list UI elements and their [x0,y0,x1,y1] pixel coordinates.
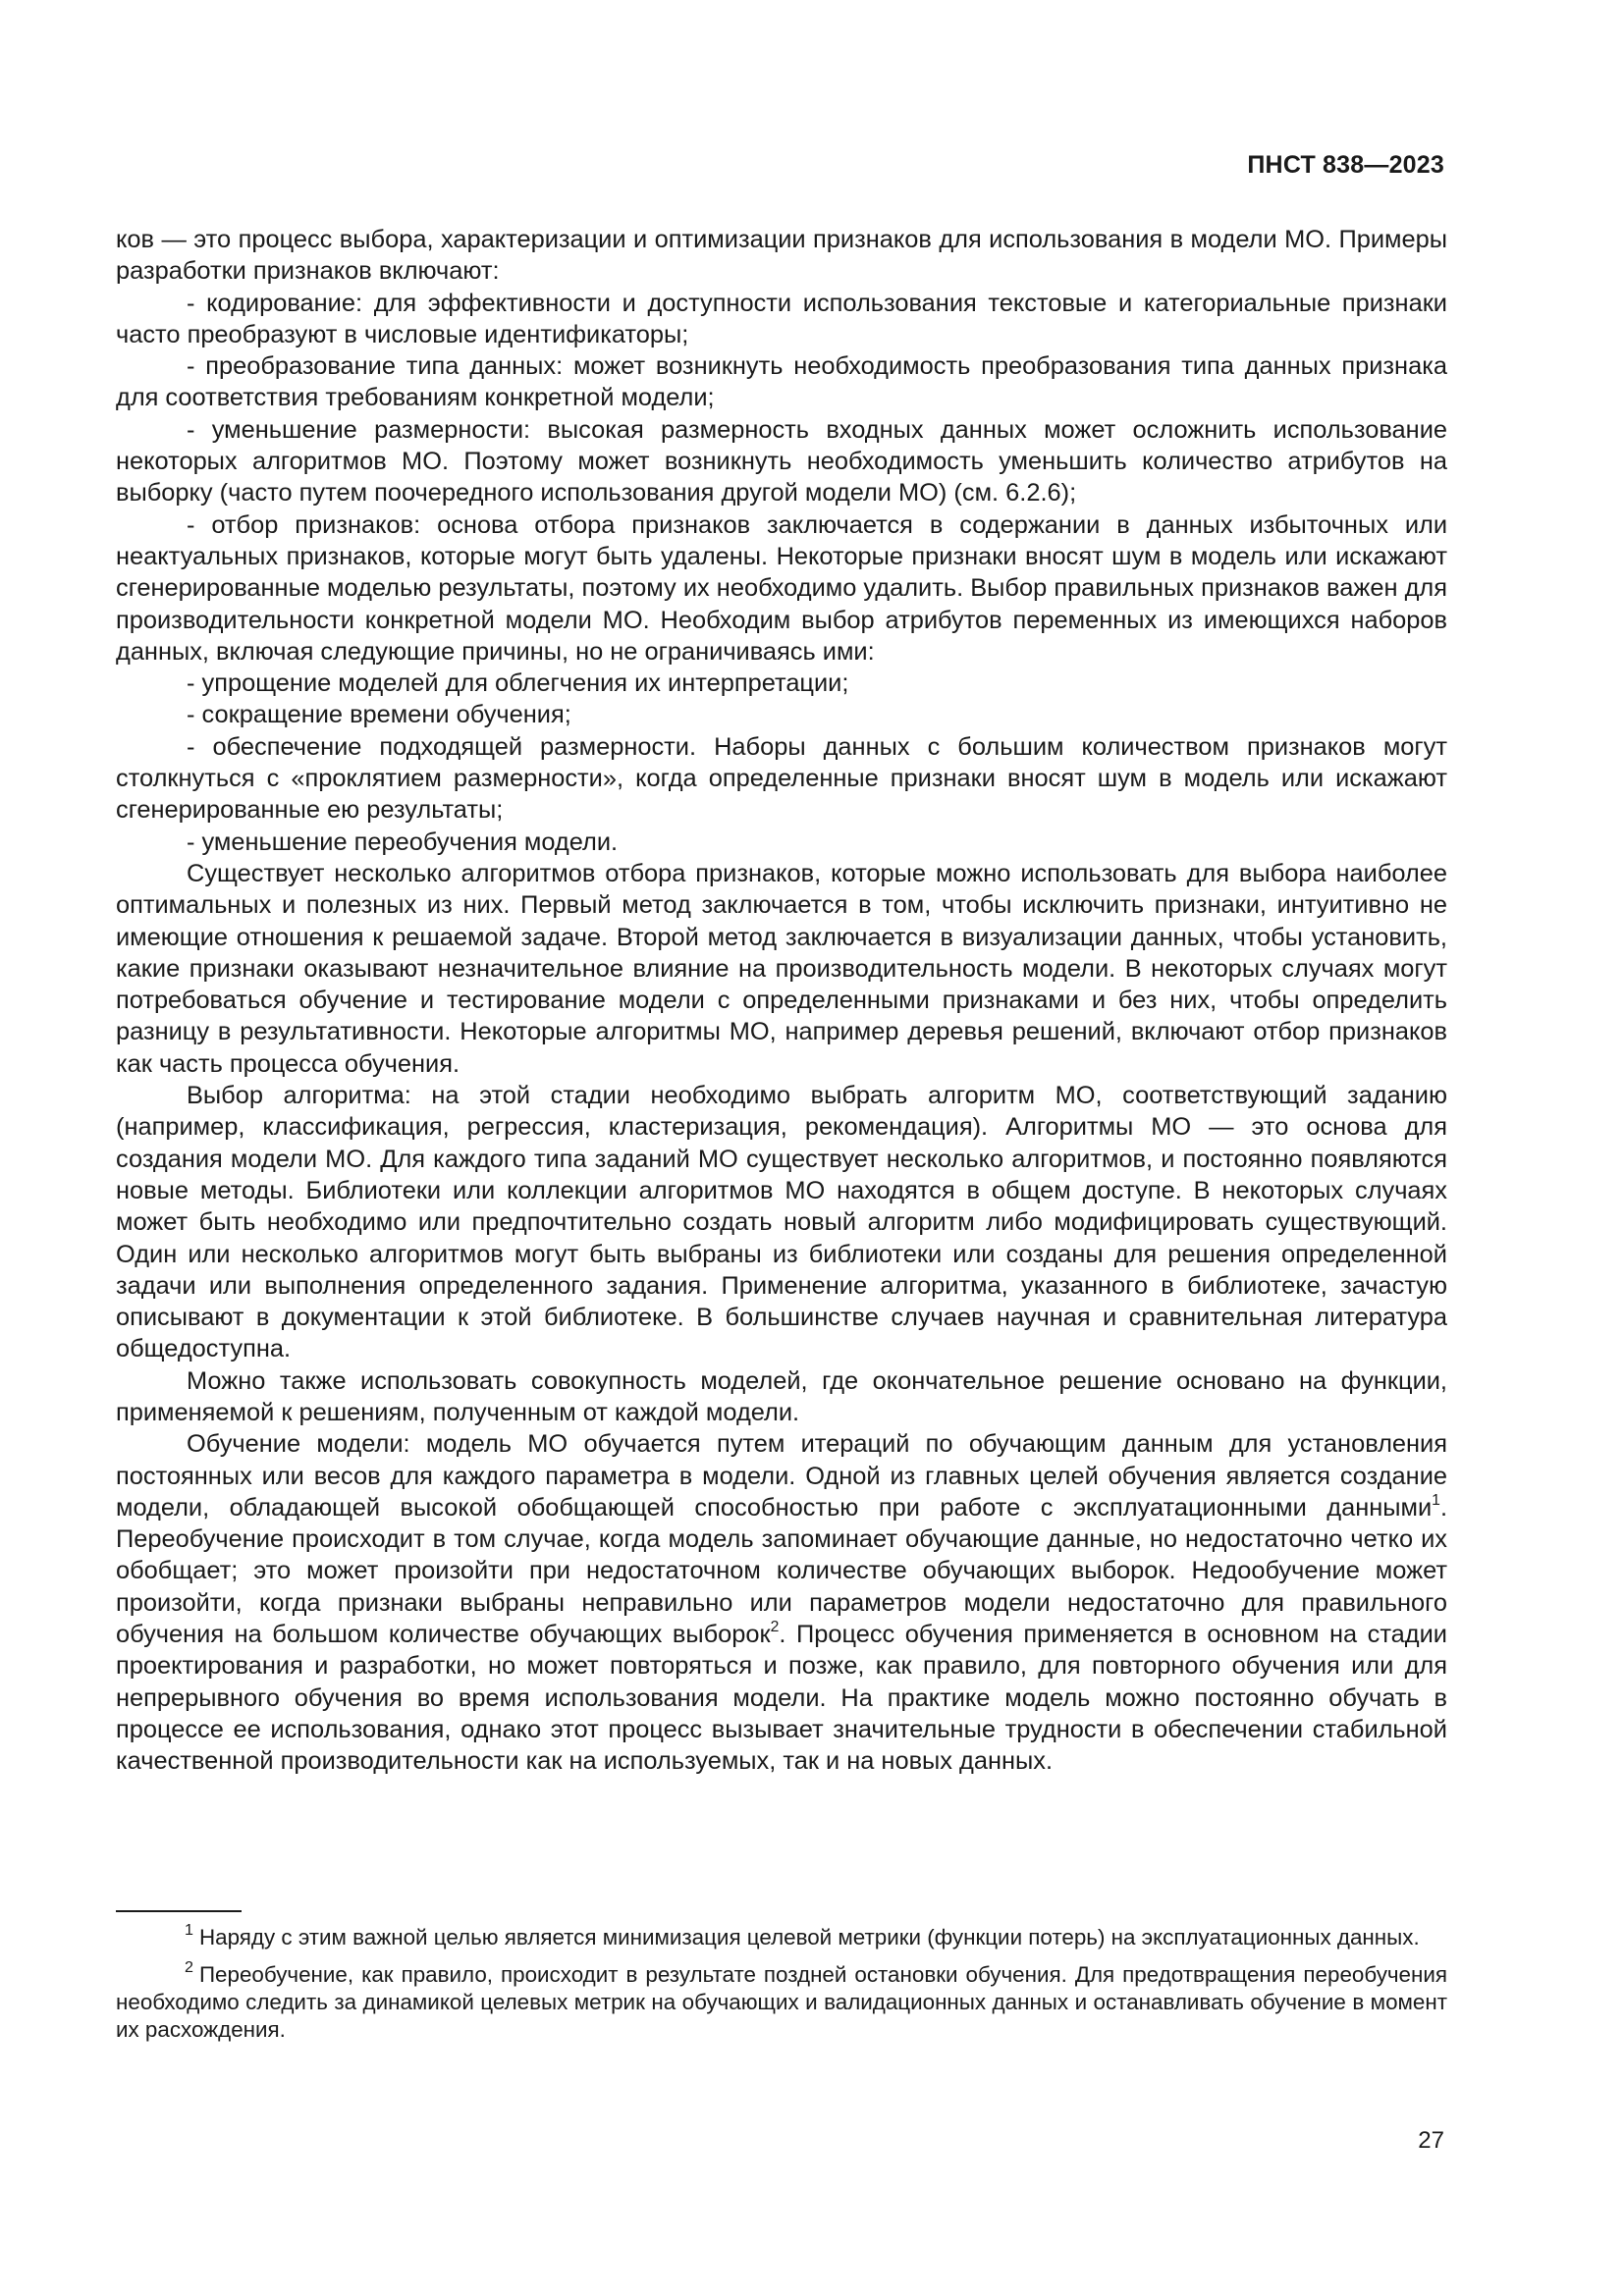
footnote [116,1920,1447,1951]
page-number: 27 [1418,2127,1444,2154]
footnotes [116,1920,1447,2054]
list-item: - преобразование типа данных: может возникнуть необходимость преобразования типа данных признака для соответствия требованиям конкретной модели; [116,352,1447,412]
list-item: - отбор признаков: основа отбора признаков заключается в содержании в данных избыточных или неактуальных признаков, которые могут быть удалены. Некоторые признаки вносят шум в модель или искажают сгенерированные моделью результаты, поэтому их необходимо удалить. Выбор правильных признаков важен для производительности конкретной модели МО. Необходим выбор атрибутов переменных из имеющихся наборов данных, включая следующие причины, но не ограничиваясь ими: [116,510,1447,666]
footnote-ref: 1 [1432,1491,1440,1509]
paragraph: ков — это процесс выбора, характеризации и оптимизации признаков для использования в модели МО. Примеры разработки признаков включают: [116,226,1447,286]
text-segment: . Переобучение происходит в том случае, когда модель запоминает обучающие данные, но недостаточно четко их обобщает; это может произойти при недостаточном количестве обучающих выборок. Недообучение может произойти, когда признаки выбраны неправильно или параметров модели недостаточно для правильного обучения на большом количестве обучающих выборок [116,1493,1447,1649]
text-segment: Обучение модели: модель МО обучается путем итераций по обучающим данным для установления постоянных или весов для каждого параметра в модели. Одной из главных целей обучения является создание модели, обладающей высокой обобщающей способностью при работе с эксплуатационными данными [116,1430,1447,1522]
paragraph: Выбор алгоритма: на этой стадии необходимо выбрать алгоритм МО, соответствующий заданию (например, классификация, регрессия, кластеризация, рекомендация). Алгоритмы МО — это основа для создания модели МО. Для каждого типа заданий МО существует несколько алгоритмов, и постоянно появляются новые методы. Библиотеки или коллекции алгоритмов МО находятся в общем доступе. В некоторых случаях может быть необходимо или предпочтительно создать новый алгоритм либо модифицировать существующий. Один или несколько алгоритмов могут быть выбраны из библиотеки или созданы для решения определенной задачи или выполнения определенного задания. Применение алгоритма, указанного в библиотеке, зачастую описывают в документации к этой библиотеке. В большинстве случаев научная и сравнительная литература общедоступна. [116,1082,1447,1363]
list-item: - кодирование: для эффективности и доступности использования текстовые и категориальные признаки часто преобразуют в числовые идентификаторы; [116,289,1447,348]
footnote-mark: 1 [185,1920,193,1939]
list-item: - обеспечение подходящей размерности. Наборы данных с большим количеством признаков могут столкнуться с «проклятием размерности», когда определенные признаки вносят шум в модель или искажают сгенерированные ею результаты; [116,732,1447,825]
text-segment: . Процесс обучения применяется в основном на стадии проектирования и разработки, но может повторяться и позже, как правило, для повторного обучения или для непрерывного обучения во время использования модели. На практике модель можно постоянно обучать в процессе ее использования, однако этот процесс вызывает значительные трудности в обеспечении стабильной качественной производительности как на используемых, так и на новых данных. [116,1621,1447,1776]
list-item: - уменьшение переобучения модели. [187,828,619,856]
footnote-ref: 2 [770,1619,780,1636]
paragraph: Можно также использовать совокупность моделей, где окончательное решение основано на функции, применяемой к решениям, полученным от каждой модели. [116,1366,1447,1426]
list-item: - упрощение моделей для облегчения их интерпретации; [187,669,849,698]
footnote-mark: 2 [185,1957,193,1976]
list-item: - уменьшение размерности: высокая размерность входных данных может осложнить использование некоторых алгоритмов МО. Поэтому может возникнуть необходимость уменьшить количество атрибутов на выборку (часто путем поочередного использования другой модели МО) (см. 6.2.6); [116,415,1447,507]
paragraph: Существует несколько алгоритмов отбора признаков, которые можно использовать для выбора наиболее оптимальных и полезных из них. Первый метод заключается в том, чтобы исключить признаки, интуитивно не имеющие отношения к решаемой задаче. Второй метод заключается в визуализации данных, чтобы установить, какие признаки оказывают незначительное влияние на производительность модели. В некоторых случаях могут потребоваться обучение и тестирование модели с определенными признаками и без них, чтобы определить разницу в результативности. Некоторые алгоритмы МО, например деревья решений, включают отбор признаков как часть процесса обучения. [116,859,1447,1078]
main-text [116,224,1447,1778]
list-item: - сокращение времени обучения; [187,701,571,729]
footnote-text: Наряду с этим важной целью является минимизация целевой метрики (функции потерь) на эксплуатационных данных. [198,1925,1420,1949]
paragraph-model-training [116,1428,1447,1777]
document-code: ПНСТ 838—2023 [1247,151,1444,179]
footnote [116,1957,1447,2044]
footnote-divider [116,1910,242,1912]
footnote-text: Переобучение, как правило, происходит в результате поздней остановки обучения. Для предотвращения переобучения необходимо следить за динамикой целевых метрик на обучающих и валидационных данных и останавливать обучение в момент их расхождения. [116,1962,1447,2042]
